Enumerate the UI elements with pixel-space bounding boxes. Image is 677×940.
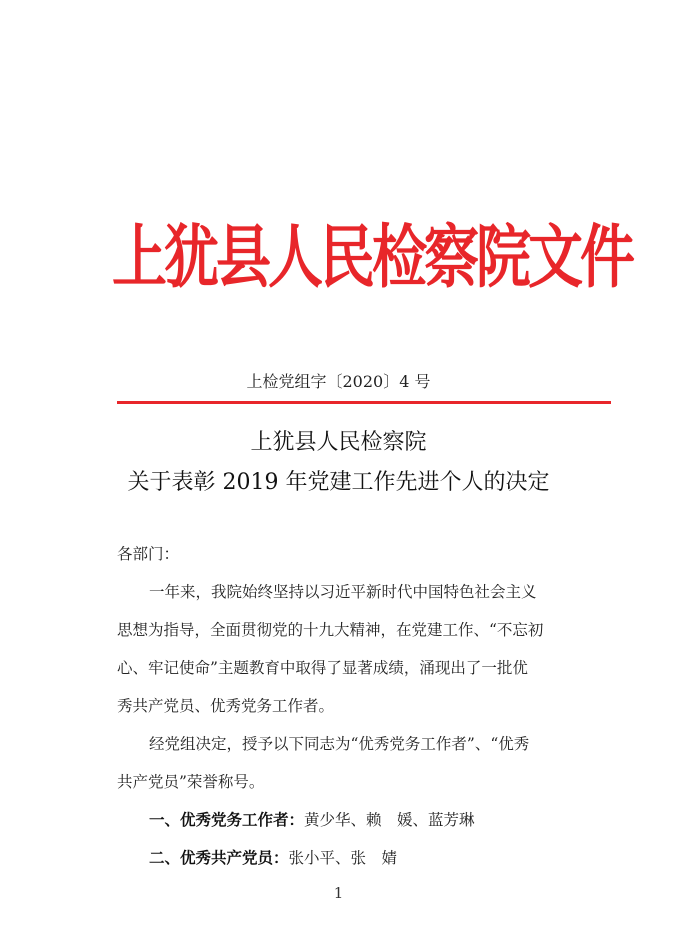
award-item-excellent-party-affairs-workers xyxy=(117,804,649,836)
document-title-line-2: 关于表彰 2019 年党建工作先进个人的决定 xyxy=(127,470,550,495)
page-number: 1 xyxy=(333,884,344,902)
paragraph-1-line-3: 心、牢记使命”主题教育中取得了显著成绩，涌现出了一批优 xyxy=(117,659,528,677)
award-heading: 二、优秀共产党员： xyxy=(149,849,289,867)
document-number: 上检党组字〔2020〕4 号 xyxy=(246,372,431,391)
paragraph-1-line-2: 思想为指导，全面贯彻党的十九大精神，在党建工作、“不忘初 xyxy=(117,621,544,639)
award-names: 黄少华、赖 媛、蓝芳琳 xyxy=(304,811,475,829)
award-heading: 一、优秀党务工作者： xyxy=(149,811,305,829)
salutation: 各部门： xyxy=(117,545,180,563)
paragraph-2-line-2: 共产党员”荣誉称号。 xyxy=(117,773,265,791)
document-header-title: 上犹县人民检察院文件 xyxy=(112,217,633,297)
award-names: 张小平、张 婧 xyxy=(288,849,398,867)
paragraph-1-line-1: 一年来，我院始终坚持以习近平新时代中国特色社会主义 xyxy=(149,583,537,601)
award-item-excellent-party-members xyxy=(117,842,649,874)
paragraph-1-line-4: 秀共产党员、优秀党务工作者。 xyxy=(117,697,335,715)
document-title-line-1: 上犹县人民检察院 xyxy=(250,430,427,455)
red-divider-line xyxy=(117,401,611,404)
paragraph-2-line-1: 经党组决定，授予以下同志为“优秀党务工作者”、“优秀 xyxy=(149,735,530,753)
